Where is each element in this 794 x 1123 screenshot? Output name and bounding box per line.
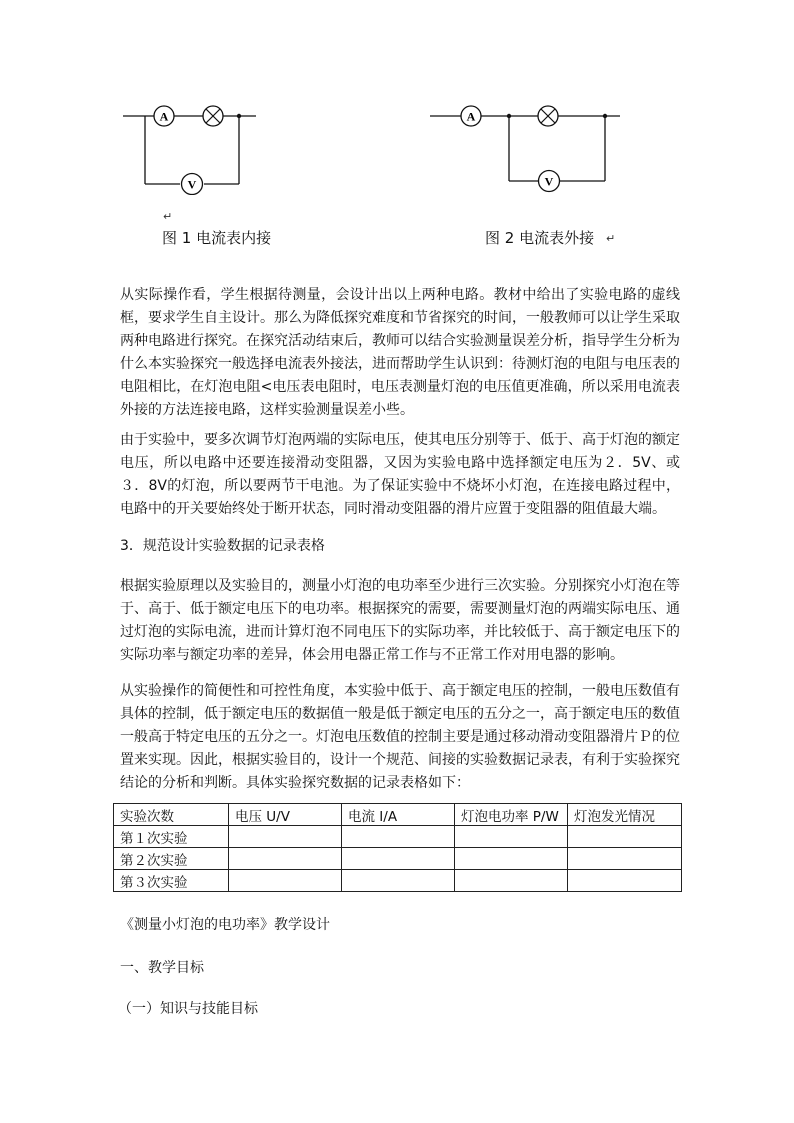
- table-cell: [342, 848, 455, 870]
- table-cell: [342, 870, 455, 892]
- lamp-symbol: [538, 106, 558, 126]
- table-cell: [455, 826, 568, 848]
- table-cell: 第３次实验: [114, 870, 229, 892]
- table-header-cell: 电流 I/A: [342, 804, 455, 826]
- paragraph-return-mark: ↵: [163, 210, 173, 223]
- table-header-cell: 灯泡电功率 P/W: [455, 804, 568, 826]
- table-cell: [229, 870, 342, 892]
- paragraph-experiment-principle: 根据实验原理以及实验目的，测量小灯泡的电功率至少进行三次实验。分别探究小灯泡在等于、高于、低于额定电压下的电功率。根据探究的需要，需要测量灯泡的两端实际电压、通过灯泡的实际电流，进而计算灯泡不同电压下的实际功率，并比较低于、高于额定电压下的实际功率与额定功率的差异，体会用电器正常工作与不正常工作对用电器的影响。: [120, 578, 680, 663]
- ammeter-symbol: [461, 106, 481, 126]
- ammeter-label: A: [466, 109, 476, 124]
- table-cell: [568, 848, 682, 870]
- section-heading-teaching-goals: 一、教学目标: [120, 960, 204, 976]
- table-row: [114, 826, 682, 848]
- table-cell: [568, 870, 682, 892]
- paragraph-voltage-control: 从实验操作的简便性和可控性角度，本实验中低于、高于额定电压的控制，一般电压数值有具体的控制，低于额定电压的数据值一般是低于额定电压的五分之一，高于额定电压的数值一般高于特定电压的五分之一。灯泡电压数值的控制主要是通过移动滑动变阻器滑片Ｐ的位置来实现。因此，根据实验目的，设计一个规范、间接的实验数据记录表，有利于实验探究结论的分析和判断。具体实验探究数据的记录表格如下：: [120, 683, 680, 791]
- data-record-table: [113, 803, 682, 892]
- table-cell: [568, 826, 682, 848]
- table-header-cell: 实验次数: [114, 804, 229, 826]
- table-row: [114, 870, 682, 892]
- table-cell: [455, 870, 568, 892]
- table-header-cell: 灯泡发光情况: [568, 804, 682, 826]
- voltmeter-symbol: [539, 171, 560, 192]
- paragraph-rheostat: 由于实验中，要多次调节灯泡两端的实际电压，使其电压分别等于、低于、高于灯泡的额定电压，所以电路中还要连接滑动变阻器，又因为实验电路中选择额定电压为２．5V、或３．8V的灯泡，所以要两节干电池。为了保证实验中不烧坏小灯泡，在连接电路过程中，电路中的开关要始终处于断开状态，同时滑动变阻器的滑片应置于变阻器的阻值最大端。: [120, 432, 680, 517]
- ammeter-symbol: [154, 106, 174, 126]
- table-cell: [455, 848, 568, 870]
- figure-1-circuit: [118, 95, 268, 195]
- voltmeter-label: V: [544, 174, 554, 189]
- table-header-row: [114, 804, 682, 826]
- paragraph-return-mark: ↵: [606, 232, 616, 245]
- table-header-cell: 电压 U/V: [229, 804, 342, 826]
- table-cell: 第１次实验: [114, 826, 229, 848]
- table-row: [114, 848, 682, 870]
- figure-1-caption: 图 1 电流表内接: [162, 229, 272, 247]
- heading-record-table: 3．规范设计实验数据的记录表格: [120, 538, 325, 554]
- voltmeter-label: V: [187, 177, 197, 192]
- figure-2-caption: 图 2 电流表外接: [485, 229, 595, 247]
- section-title-lesson-design: 《测量小灯泡的电功率》教学设计: [120, 917, 330, 933]
- table-cell: [342, 826, 455, 848]
- ammeter-label: A: [159, 109, 169, 124]
- figure-2-circuit: [425, 95, 630, 195]
- table-cell: [229, 848, 342, 870]
- paragraph-circuit-choice: 从实际操作看，学生根据待测量，会设计出以上两种电路。教材中给出了实验电路的虚线框，要求学生自主设计。那么为降低探究难度和节省探究的时间，一般教师可以让学生采取两种电路进行探究。在探究活动结束后，教师可以结合实验测量误差分析，指导学生分析为什么本实验探究一般选择电流表外接法，进而帮助学生认识到：待测灯泡的电阻与电压表的电阻相比，在灯泡电阻<电压表电阻时，电压表测量灯泡的电压值更准确，所以采用电流表外接的方法连接电路，这样实验测量误差小些。: [120, 287, 680, 418]
- table-cell: 第２次实验: [114, 848, 229, 870]
- lamp-symbol: [203, 106, 223, 126]
- voltmeter-symbol: [182, 174, 203, 195]
- table-cell: [229, 826, 342, 848]
- section-heading-knowledge-skills: （一）知识与技能目标: [118, 1001, 258, 1017]
